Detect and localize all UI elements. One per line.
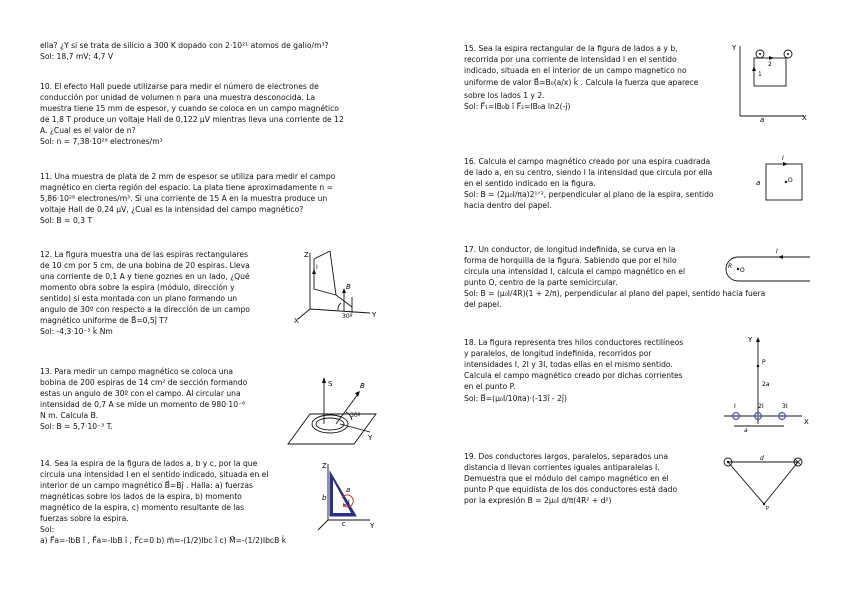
p13-figure bbox=[280, 372, 380, 450]
p12-line: angulo de 30º con respecto a la dirección de un campo bbox=[40, 305, 250, 314]
p16-fig-i: I bbox=[782, 155, 784, 162]
p11-line: 11. Una muestra de plata de 2 mm de espesor se utiliza para medir el campo bbox=[40, 172, 336, 181]
problem-12 bbox=[40, 249, 295, 337]
p17-figure bbox=[718, 244, 812, 284]
p12-fig-x: X bbox=[294, 317, 299, 325]
p12-line: 12. La figura muestra una de las espiras rectangulares bbox=[40, 250, 249, 259]
p15-line: sobre los lados 1 y 2. bbox=[464, 91, 545, 100]
p17-line: punto O, centro de la parte semicircular. bbox=[464, 278, 618, 287]
p19-line: 19. Dos conductores largos, paralelos, separados una bbox=[464, 452, 668, 461]
p18-line: 18. La figura representa tres hilos conductores rectilíneos bbox=[464, 338, 684, 347]
p18-fig-x: X bbox=[804, 418, 809, 426]
problem-16 bbox=[464, 156, 764, 211]
problem-18 bbox=[464, 337, 719, 406]
p15-line: uniforme de valor B⃗=B₀(a/x) k̂ . Calcula la fuerza que aparece bbox=[464, 78, 699, 87]
p13-line: 13. Para medir un campo magnético se coloca una bbox=[40, 367, 234, 376]
p13-fig-angle: 30º bbox=[350, 412, 361, 419]
problem-11 bbox=[40, 171, 400, 226]
p16-solution: Sol: B = (2µ₀I/πa)2¹ᐟ², perpendicular al plano de la espira, sentido bbox=[464, 190, 714, 199]
p16-solution: hacia dentro del papel. bbox=[464, 201, 552, 210]
p15-fig-a: a bbox=[760, 116, 765, 122]
p15-fig-2: 2 bbox=[768, 61, 772, 68]
p12-figure bbox=[292, 247, 380, 325]
p10-solution: Sol: n = 7,38·10²⁸ electrones/m³ bbox=[40, 137, 163, 146]
p14-solution-label: Sol: bbox=[40, 525, 55, 534]
p14-line: circula una intensidad I en el sentido indicado, situada en el bbox=[40, 470, 269, 479]
p17-fig-o: O bbox=[740, 267, 745, 274]
p18-fig-a: a bbox=[744, 427, 748, 434]
p19-line: Demuestra que el módulo del campo magnético en el bbox=[464, 474, 669, 483]
p13-fig-s: S bbox=[328, 380, 333, 388]
p15-fig-x: X bbox=[802, 114, 807, 122]
p10-line: muestra tiene 15 mm de espesor, y cuando se coloca en un campo magnético bbox=[40, 104, 339, 113]
intro-block bbox=[40, 40, 400, 62]
p16-figure bbox=[752, 152, 812, 204]
p13-line: bobina de 200 espiras de 14 cm² de sección formando bbox=[40, 378, 248, 387]
p17-solution: del papel. bbox=[464, 300, 502, 309]
p14-line: 14. Sea la espira de la figura de lados a, b y c, por la que bbox=[40, 459, 258, 468]
p18-fig-y: Y bbox=[748, 336, 753, 344]
p12-line: momento obra sobre la espira (módulo, dirección y bbox=[40, 283, 235, 292]
p14-fig-y: Y bbox=[370, 522, 375, 530]
p14-line: fuerzas sobre la espira. bbox=[40, 514, 129, 523]
p12-fig-i: I bbox=[316, 264, 318, 271]
p18-line: en el punto P. bbox=[464, 382, 516, 391]
p13-solution: Sol: B = 5,7·10⁻³ T. bbox=[40, 422, 113, 431]
p16-fig-a: a bbox=[756, 179, 761, 187]
problem-19 bbox=[464, 451, 719, 506]
p11-line: 5,86·10²⁸ electrones/m³. Si una corriente de 15 A en la muestra produce un bbox=[40, 194, 328, 203]
p13-fig-b: B bbox=[360, 382, 365, 390]
p17-fig-i: I bbox=[776, 248, 778, 255]
p19-line: punto P que equidista de los dos conductores está dado bbox=[464, 485, 678, 494]
p17-line: circula una intensidad I, calcula el campo magnético en el bbox=[464, 267, 686, 276]
p18-line: Calcula el campo magnético creado por dichas corrientes bbox=[464, 371, 683, 380]
p18-solution: Sol: B⃗=(µ₀I/10πa)·(-13î - 2ĵ) bbox=[464, 394, 567, 403]
p10-line: de 1,8 T produce un voltaje Hall de 0,122 µV mientras lleva una corriente de 12 bbox=[40, 115, 344, 124]
p12-solution: Sol: -4,3·10⁻³ k̂ Nm bbox=[40, 327, 113, 336]
p13-line: N m. Calcula B. bbox=[40, 411, 99, 420]
p18-figure bbox=[720, 332, 812, 436]
p13-line: intensidad de 0,7 A se mide un momento de 980·10⁻⁶ bbox=[40, 400, 246, 409]
p13-fig-y: Y bbox=[368, 434, 373, 442]
p12-line: magnético uniforme de B⃗=0,5ĵ T? bbox=[40, 316, 168, 325]
problem-14 bbox=[40, 458, 332, 546]
p14-fig-z: Z bbox=[322, 462, 327, 470]
p14-fig-c: c bbox=[342, 520, 346, 528]
p18-fig-i1: I bbox=[734, 403, 736, 410]
p15-fig-y: Y bbox=[732, 44, 737, 52]
p16-line: de lado a, en su centro, siendo I la intensidad que circula por ella bbox=[464, 168, 713, 177]
p19-line: distancia d llevan corrientes iguales antiparalelas I. bbox=[464, 463, 660, 472]
p18-fig-i2: 2I bbox=[758, 403, 764, 410]
p12-line: una corriente de 0,1 A y tiene goznes en un lado, ¿Qué bbox=[40, 272, 250, 281]
p11-line: voltaje Hall de 0,24 µV, ¿Cual es la intensidad del campo magnético? bbox=[40, 205, 304, 214]
p18-fig-p: P bbox=[762, 359, 766, 366]
p15-figure bbox=[730, 40, 810, 122]
intro-solution: Sol: 18,7 mV; 4,7 V bbox=[40, 52, 114, 61]
p17-line: 17. Un conductor, de longitud indefinida, se curva en la bbox=[464, 245, 676, 254]
p17-solution: Sol: B = (µ₀I/4R)(1 + 2/π), perpendicular al plano del papel, sentido hacia fuera bbox=[464, 289, 766, 298]
problem-13 bbox=[40, 366, 280, 432]
intro-line: ella? ¿Y si se trata de silicio a 300 K dopado con 2·10²¹ atomos de galio/m³? bbox=[40, 41, 329, 50]
p10-line: conducción por unidad de volumen n para una muestra desconocida. La bbox=[40, 93, 316, 102]
p10-line: A. ¿Cual es el valor de n? bbox=[40, 126, 136, 135]
p15-solution: Sol: F⃗₁=IB₀b î F⃗₂=IB₀a ln2(-ĵ) bbox=[464, 102, 571, 111]
p13-line: estas un angulo de 30º con el campo. Al circular una bbox=[40, 389, 241, 398]
p12-line: de 10 cm por 5 cm, de una bobina de 20 espiras. Lleva bbox=[40, 261, 250, 270]
p15-line: 15. Sea la espira rectangular de la figura de lados a y b, bbox=[464, 44, 678, 53]
p16-line: 16. Calcula el campo magnético creado por una espira cuadrada bbox=[464, 157, 711, 166]
p14-line: interior de un campo magnético B⃗=Bĵ . Halla: a) fuerzas bbox=[40, 481, 253, 490]
p11-solution: Sol: B = 0,3 T bbox=[40, 216, 93, 225]
p18-line: intensidades I, 2I y 3I, todas ellas en el mismo sentido. bbox=[464, 360, 673, 369]
p12-fig-z: Z bbox=[304, 251, 309, 259]
p17-fig-r: R bbox=[728, 263, 733, 270]
p19-line: por la expresión B = 2µ₀I d/π(4R² + d²) bbox=[464, 496, 612, 505]
p14-line: magnético de la espira, c) momento resultante de las bbox=[40, 503, 245, 512]
p12-line: sentido) si esta montada con un plano formando un bbox=[40, 294, 238, 303]
p19-figure bbox=[716, 452, 812, 510]
p14-fig-b: b bbox=[322, 494, 327, 502]
p12-fig-b: B bbox=[346, 283, 351, 291]
p16-fig-o: O bbox=[788, 177, 793, 184]
problem-15 bbox=[464, 43, 726, 112]
p15-line: recorrida por una corriente de intensidad I en el sentido bbox=[464, 55, 677, 64]
problem-10 bbox=[40, 81, 400, 147]
p14-solution: a) F⃗a=-IbB î , F⃗a=-IbB î , F⃗c=0 b) m⃗=-(1/2)Ibc î c) M⃗=-(1/2)IbcB k̂ bbox=[40, 536, 287, 545]
p12-fig-y: Y bbox=[372, 311, 377, 319]
p14-figure bbox=[312, 458, 376, 534]
p18-fig-2a: 2a bbox=[762, 381, 770, 388]
p14-fig-a: a bbox=[346, 486, 351, 494]
p15-line: indicado, situada en el interior de un campo magnetico no bbox=[464, 66, 687, 75]
p18-fig-i3: 3I bbox=[782, 403, 788, 410]
p12-fig-angle: 30º bbox=[342, 313, 353, 320]
p10-line: 10. El efecto Hall puede utilizarse para medir el número de electrones de bbox=[40, 82, 319, 91]
p18-line: y paralelos, de longitud indefinida, recorridos por bbox=[464, 349, 652, 358]
p19-fig-p: P bbox=[766, 506, 770, 510]
p14-fig-i: I bbox=[348, 499, 350, 506]
p14-line: magnéticas sobre los lados de la espira, b) momento bbox=[40, 492, 242, 501]
p16-line: en el sentido indicado en la figura. bbox=[464, 179, 596, 188]
p11-line: magnético en cierta región del espacio. La plata tiene aproximadamente n = bbox=[40, 183, 333, 192]
p17-line: forma de horquilla de la figura. Sabiendo que por el hilo bbox=[464, 256, 677, 265]
p15-fig-1: 1 bbox=[758, 71, 762, 78]
p19-fig-d: d bbox=[760, 455, 764, 462]
